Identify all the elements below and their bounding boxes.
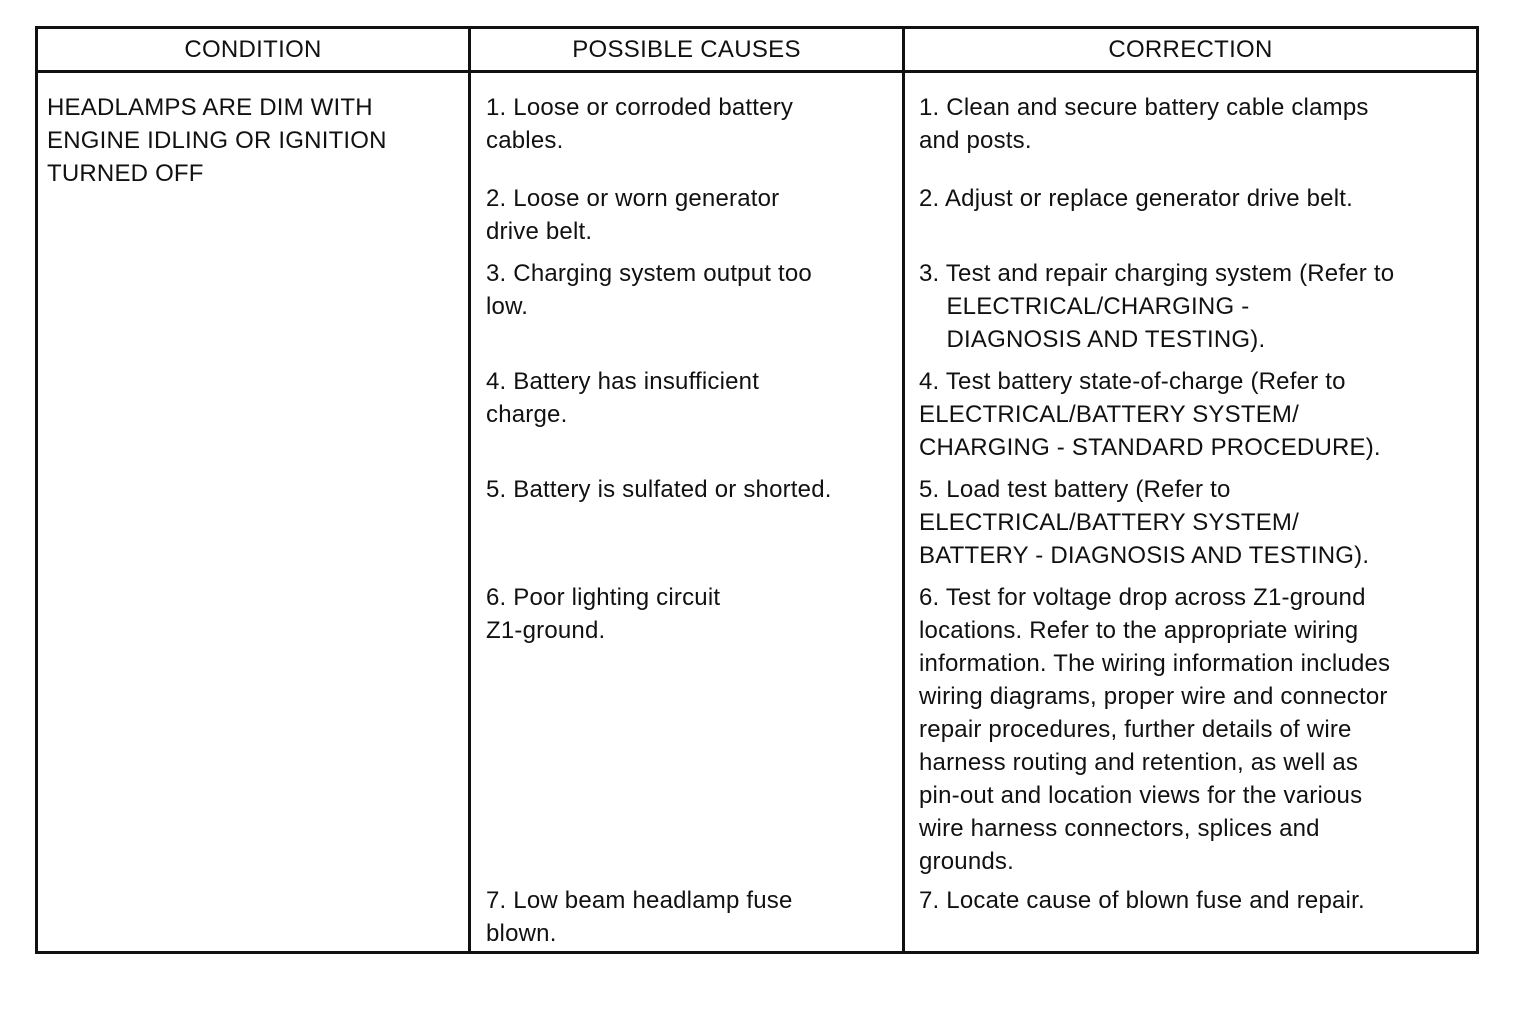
correction-2: 2. Adjust or replace generator drive belt.: [919, 185, 1353, 212]
cause-1: 1. Loose or corroded battery cables.: [486, 94, 794, 154]
column-divider-2: [902, 29, 905, 951]
cause-4: 4. Battery has insufficient charge.: [486, 368, 760, 428]
header-divider: [38, 70, 1476, 73]
diagnosis-table: [35, 26, 1479, 954]
cause-6: 6. Poor lighting circuit Z1-ground.: [486, 584, 721, 644]
condition-text: HEADLAMPS ARE DIM WITH ENGINE IDLING OR IGNITION TURNED OFF: [47, 94, 387, 187]
correction-1: 1. Clean and secure battery cable clamps and posts.: [919, 94, 1369, 154]
correction-3: 3. Test and repair charging system (Refer to ELECTRICAL/CHARGING - DIAGNOSIS AND TESTING).: [919, 260, 1395, 353]
correction-5: 5. Load test battery (Refer to ELECTRICAL/BATTERY SYSTEM/ BATTERY - DIAGNOSIS AND TESTING).: [919, 476, 1370, 569]
correction-7: 7. Locate cause of blown fuse and repair.: [919, 887, 1365, 914]
column-divider-1: [468, 29, 471, 951]
header-correction: CORRECTION: [1108, 36, 1273, 63]
header-condition: CONDITION: [184, 36, 322, 63]
cause-3: 3. Charging system output too low.: [486, 260, 812, 320]
cause-7: 7. Low beam headlamp fuse blown.: [486, 887, 793, 947]
cause-5: 5. Battery is sulfated or shorted.: [486, 476, 832, 503]
cause-2: 2. Loose or worn generator drive belt.: [486, 185, 780, 245]
correction-4: 4. Test battery state-of-charge (Refer to ELECTRICAL/BATTERY SYSTEM/ CHARGING - STANDARD PROCEDURE).: [919, 368, 1381, 461]
header-possible-causes: POSSIBLE CAUSES: [572, 36, 801, 63]
correction-6: 6. Test for voltage drop across Z1-ground locations. Refer to the appropriate wiring information. The wiring information includes wiring diagrams, proper wire and connector repair procedures, further details of wire harness routing and retention, as well as pin-out and location views for the various wire harness connectors, splices and grounds.: [919, 584, 1391, 875]
